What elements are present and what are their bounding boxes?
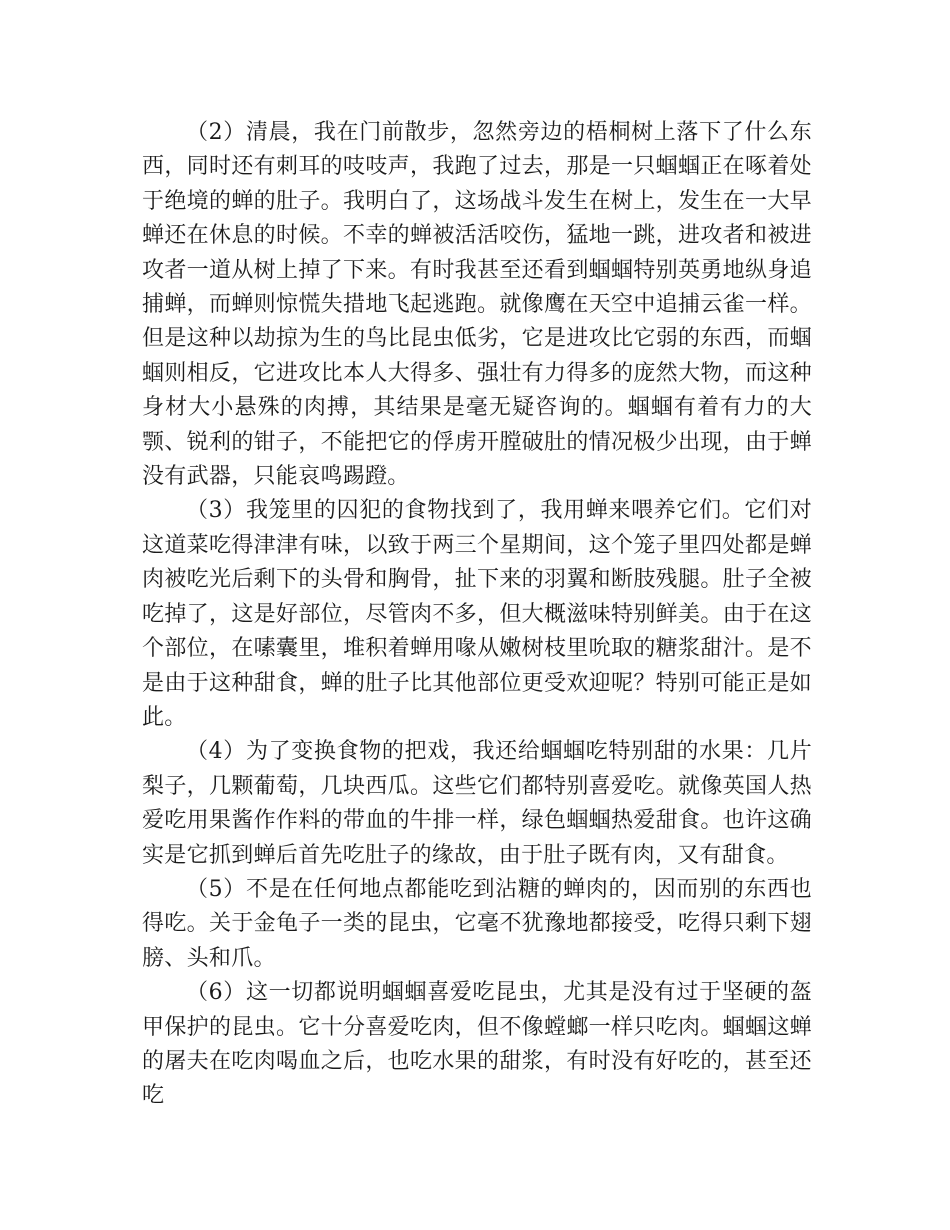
paragraph-4: （4）为了变换食物的把戏，我还给蝈蝈吃特别甜的水果：几片梨子，几颗葡萄，几块西瓜。这些它们都特别喜爱吃。就像英国人热爱吃用果酱作作料的带血的牛排一样，绿色蝈蝈热爱甜食。也许这确实是它抓到蝉后首先吃肚子的缘故，由于肚子既有肉，又有甜食。 <box>142 739 812 868</box>
document-body <box>142 116 812 1114</box>
paragraph-6: （6）这一切都说明蝈蝈喜爱吃昆虫，尤其是没有过于坚硬的盔甲保护的昆虫。它十分喜爱吃肉，但不像螳螂一样只吃肉。蝈蝈这蝉的屠夫在吃肉喝血之后，也吃水果的甜浆，有时没有好吃的，甚至还吃 <box>142 980 812 1109</box>
paragraph-3: （3）我笼里的囚犯的食物找到了，我用蝉来喂养它们。它们对这道菜吃得津津有味，以致于两三个星期间，这个笼子里四处都是蝉肉被吃光后剩下的头骨和胸骨，扯下来的羽翼和断肢残腿。肚子全被吃掉了，这是好部位，尽管肉不多，但大概滋味特别鲜美。由于在这个部位，在嗉囊里，堆积着蝉用喙从嫩树枝里吮取的糖浆甜汁。是不是由于这种甜食，蝉的肚子比其他部位更受欢迎呢？特别可能正是如此。 <box>142 498 812 730</box>
paragraph-2: （2）清晨，我在门前散步，忽然旁边的梧桐树上落下了什么东西，同时还有刺耳的吱吱声，我跑了过去，那是一只蝈蝈正在啄着处于绝境的蝉的肚子。我明白了，这场战斗发生在树上，发生在一大早蝉还在休息的时候。不幸的蝉被活活咬伤，猛地一跳，进攻者和被进攻者一道从树上掉了下来。有时我甚至还看到蝈蝈特别英勇地纵身追捕蝉，而蝉则惊慌失措地飞起逃跑。就像鹰在天空中追捕云雀一样。但是这种以劫掠为生的鸟比昆虫低劣，它是进攻比它弱的东西，而蝈蝈则相反，它进攻比本人大得多、强壮有力得多的庞然大物，而这种身材大小悬殊的肉搏，其结果是毫无疑咨询的。蝈蝈有着有力的大颚、锐利的钳子，不能把它的俘虏开膛破肚的情况极少出现，由于蝉没有武器，只能哀鸣踢蹬。 <box>142 120 812 490</box>
paragraph-5: （5）不是在任何地点都能吃到沾糖的蝉肉的，因而别的东西也得吃。关于金龟子一类的昆虫，它毫不犹豫地都接受，吃得只剩下翅膀、头和爪。 <box>142 876 812 971</box>
